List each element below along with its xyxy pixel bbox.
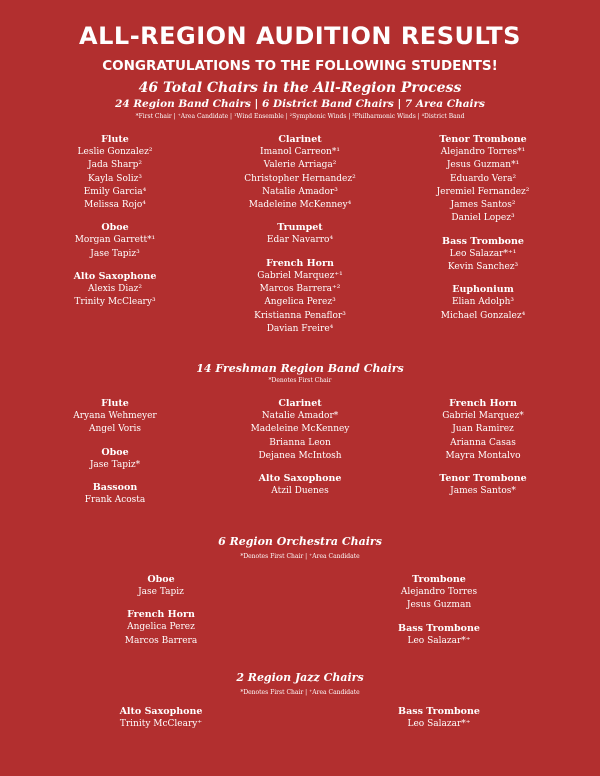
orchestra-column-2 <box>354 573 524 657</box>
orchestra-section-title: 6 Region Orchestra Chairs <box>218 535 382 548</box>
instrument-heading: French Horn <box>127 609 195 621</box>
orchestra-column-1 <box>76 573 246 657</box>
instrument-heading: French Horn <box>266 257 334 269</box>
instrument-heading: Tenor Trombone <box>439 473 527 485</box>
page-subtitle: CONGRATULATIONS TO THE FOLLOWING STUDENTS! <box>102 58 498 74</box>
student-name: Michael Gonzalez⁴ <box>440 310 526 321</box>
instrument-heading: Trombone <box>412 574 466 585</box>
student-name: Jase Tapiz <box>138 587 184 597</box>
jazz-section-title: 2 Region Jazz Chairs <box>236 671 364 684</box>
instrument-heading: Alto Saxophone <box>258 473 342 485</box>
student-name: James Santos² <box>450 200 516 211</box>
student-name: Eduardo Vera² <box>449 173 517 184</box>
instrument-heading: Alto Saxophone <box>119 706 203 717</box>
student-name: Jeremiel Fernandez² <box>436 186 530 197</box>
instrument-heading: Alto Saxophone <box>73 271 157 283</box>
instrument-group <box>398 235 568 275</box>
student-name: Juan Ramirez <box>452 424 514 435</box>
student-name: Morgan Garrett*¹ <box>74 235 156 246</box>
instrument-heading: Trumpet <box>277 222 323 234</box>
instrument-group <box>30 397 200 437</box>
instrument-group <box>215 472 385 498</box>
student-name: Arianna Casas <box>450 437 516 448</box>
student-name: Dejanea McIntosh <box>258 450 342 461</box>
instrument-group <box>76 705 246 731</box>
instrument-heading: Tenor Trombone <box>439 134 527 145</box>
instrument-heading: Oboe <box>101 222 129 234</box>
student-name: Angelica Perez³ <box>264 297 336 308</box>
student-name: Jase Tapiz³ <box>90 248 140 259</box>
student-name: Imanol Carreon*¹ <box>260 147 340 157</box>
instrument-group <box>215 221 385 247</box>
instrument-group <box>354 622 524 648</box>
student-name: Leslie Gonzalez² <box>77 147 153 157</box>
instrument-heading: Bass Trombone <box>398 706 480 717</box>
instrument-heading: Euphonium <box>452 284 514 296</box>
instrument-group <box>398 397 568 463</box>
freshman-column-3 <box>398 397 568 507</box>
student-name: Trinity McCleary³ <box>74 297 156 308</box>
jazz-column-1 <box>76 705 246 740</box>
instrument-heading: Flute <box>101 134 129 145</box>
band-column-1 <box>30 133 200 319</box>
instrument-heading: Bass Trombone <box>442 235 524 247</box>
student-name: Daniel Lopez³ <box>451 213 515 224</box>
chairs-breakdown: 24 Region Band Chairs | 6 District Band Chairs | 7 Area Chairs <box>115 98 485 110</box>
student-name: Valerie Arriaga² <box>263 160 337 171</box>
student-name: Alejandro Torres*¹ <box>440 147 526 157</box>
instrument-group <box>30 221 200 261</box>
total-chairs-heading: 46 Total Chairs in the All-Region Process <box>138 80 462 96</box>
student-name: Emily Garcia⁴ <box>83 186 147 197</box>
instrument-heading: Clarinet <box>278 134 322 145</box>
student-name: Kayla Soliz³ <box>88 173 142 184</box>
student-name: Melissa Rojo⁴ <box>84 200 146 211</box>
instrument-group <box>215 257 385 336</box>
instrument-group <box>354 705 524 731</box>
student-name: Madeleine McKenney <box>250 424 350 435</box>
instrument-heading: Clarinet <box>278 398 322 409</box>
freshman-column-2 <box>215 397 385 507</box>
freshman-section-title: 14 Freshman Region Band Chairs <box>196 362 404 375</box>
student-name: Madeleine McKenney⁴ <box>248 200 352 211</box>
student-name: Gabriel Marquez* <box>442 411 524 421</box>
freshman-column-1 <box>30 397 200 516</box>
jazz-column-2 <box>354 705 524 740</box>
page-title: ALL-REGION AUDITION RESULTS <box>79 22 521 50</box>
student-name: Leo Salazar*⁺ <box>407 719 471 729</box>
student-name: Atzil Duenes <box>271 486 329 497</box>
legend-footnote: *First Chair | ⁺Area Candidate | ¹Wind Ensemble | ²Symphonic Winds | ³Philharmonic Winds | ⁴District Band <box>135 113 465 120</box>
student-name: Trinity McCleary⁺ <box>119 719 203 729</box>
student-name: Elian Adolph³ <box>451 297 515 308</box>
instrument-group <box>76 573 246 599</box>
instrument-group <box>76 608 246 648</box>
student-name: Natalie Amador* <box>261 411 339 421</box>
student-name: Leo Salazar*⁺ <box>407 635 471 646</box>
instrument-heading: Bassoon <box>92 481 138 493</box>
instrument-heading: Oboe <box>147 574 175 585</box>
student-name: Angelica Perez <box>127 622 195 633</box>
student-name: James Santos* <box>450 486 516 497</box>
student-name: Marcos Barrera <box>124 635 198 646</box>
instrument-group <box>215 133 385 212</box>
jazz-section-note: *Denotes First Chair | ⁺Area Candidate <box>240 689 360 696</box>
student-name: Angel Voris <box>88 424 141 435</box>
instrument-group <box>30 481 200 507</box>
student-name: Christopher Hernandez² <box>244 173 356 184</box>
student-name: Leo Salazar*⁺¹ <box>449 248 517 259</box>
instrument-group <box>398 283 568 323</box>
student-name: Natalie Amador³ <box>262 186 338 197</box>
instrument-group <box>30 446 200 472</box>
student-name: Gabriel Marquez⁺¹ <box>257 270 343 281</box>
instrument-group <box>354 573 524 613</box>
instrument-group <box>30 133 200 212</box>
instrument-heading: French Horn <box>449 398 517 409</box>
instrument-heading: Oboe <box>101 446 129 458</box>
student-name: Frank Acosta <box>84 494 146 505</box>
student-name: Jada Sharp² <box>88 160 142 171</box>
instrument-heading: Flute <box>101 398 129 409</box>
student-name: Kristianna Penaflor³ <box>254 310 346 321</box>
band-column-2 <box>215 133 385 345</box>
student-name: Jesus Guzman <box>406 600 472 611</box>
student-name: Davian Freire⁴ <box>266 323 334 334</box>
instrument-group <box>398 133 568 226</box>
student-name: Brianna Leon <box>269 437 331 448</box>
instrument-group <box>30 270 200 310</box>
student-name: Marcos Barrera⁺² <box>259 284 341 295</box>
student-name: Alexis Diaz² <box>88 284 142 295</box>
orchestra-section-note: *Denotes First Chair | ⁺Area Candidate <box>240 553 360 560</box>
student-name: Edar Navarro⁴ <box>266 235 334 246</box>
student-name: Alejandro Torres <box>400 587 478 597</box>
student-name: Jase Tapiz* <box>89 459 141 470</box>
instrument-group <box>215 397 385 463</box>
student-name: Aryana Wehmeyer <box>73 411 157 421</box>
instrument-group <box>398 472 568 498</box>
student-name: Mayra Montalvo <box>445 450 521 461</box>
student-name: Jesus Guzman*¹ <box>446 160 520 171</box>
band-column-3 <box>398 133 568 332</box>
student-name: Kevin Sanchez³ <box>447 262 519 273</box>
instrument-heading: Bass Trombone <box>398 622 480 634</box>
freshman-section-note: *Denotes First Chair <box>268 377 332 384</box>
